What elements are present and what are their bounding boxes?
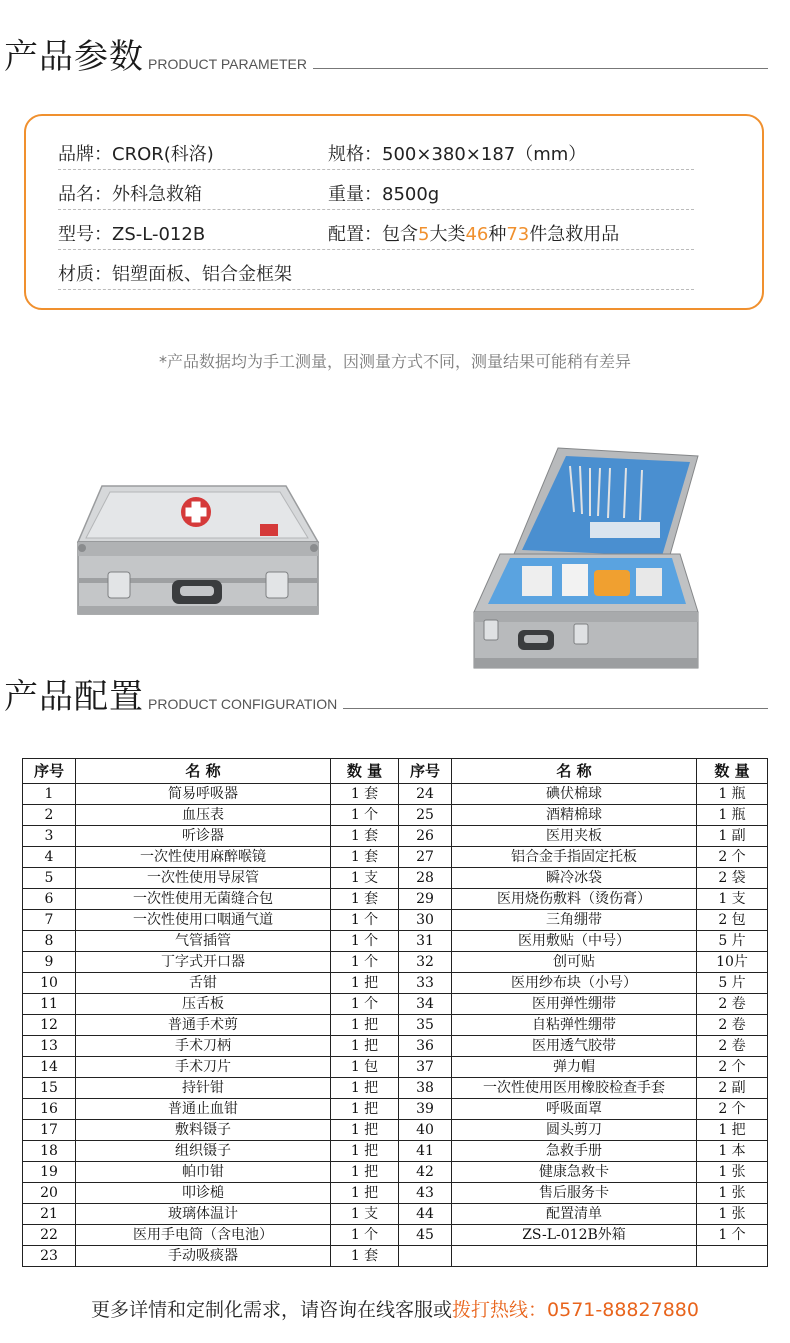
section-header-parameter [4, 37, 768, 77]
cell-name: 手术刀片 [76, 1057, 331, 1078]
cell-index: 16 [23, 1099, 76, 1120]
footer-text: 更多详情和定制化需求，请咨询在线客服或 [91, 1299, 453, 1321]
cell-quantity: 2 包 [697, 910, 768, 931]
cell-quantity: 1 把 [331, 1141, 399, 1162]
cell-name: 帕巾钳 [76, 1162, 331, 1183]
cell-quantity: 10片 [697, 952, 768, 973]
cell-index: 18 [23, 1141, 76, 1162]
cell-quantity: 1 把 [331, 1183, 399, 1204]
cell-index: 23 [23, 1246, 76, 1267]
cell-name: 持针钳 [76, 1078, 331, 1099]
cell-name: ZS-L-012B外箱 [452, 1225, 697, 1246]
cell-quantity: 1 把 [331, 1120, 399, 1141]
cell-index: 30 [399, 910, 452, 931]
cell-index: 9 [23, 952, 76, 973]
cell-name: 呼吸面罩 [452, 1099, 697, 1120]
cell-quantity: 1 把 [331, 1099, 399, 1120]
cell-quantity: 1 个 [331, 952, 399, 973]
cell-quantity: 1 张 [697, 1204, 768, 1225]
table-row [23, 1099, 768, 1120]
config-items-count: 73 [506, 224, 530, 245]
cell-index: 7 [23, 910, 76, 931]
configuration-table [22, 758, 768, 1267]
cell-name: 急救手册 [452, 1141, 697, 1162]
cell-index: 8 [23, 931, 76, 952]
header-quantity: 数 量 [331, 759, 399, 784]
cell-index: 39 [399, 1099, 452, 1120]
cell-index: 35 [399, 1015, 452, 1036]
cell-index: 25 [399, 805, 452, 826]
table-row [23, 1204, 768, 1225]
table-row [23, 784, 768, 805]
cell-index: 21 [23, 1204, 76, 1225]
cell-name: 舌钳 [76, 973, 331, 994]
cell-name: 组织镊子 [76, 1141, 331, 1162]
table-row [23, 1036, 768, 1057]
cell-quantity: 2 个 [697, 1057, 768, 1078]
cell-index: 3 [23, 826, 76, 847]
measurement-note: *产品数据均为手工测量，因测量方式不同，测量结果可能稍有差异 [158, 352, 631, 371]
cell-name: 三角绷带 [452, 910, 697, 931]
table-row [23, 1078, 768, 1099]
table-row [23, 931, 768, 952]
cell-quantity: 1 副 [697, 826, 768, 847]
contact-footer [0, 1295, 790, 1322]
cell-name: 叩诊槌 [76, 1183, 331, 1204]
cell-quantity: 5 片 [697, 973, 768, 994]
cell-name: 碘伏棉球 [452, 784, 697, 805]
section-header-configuration [4, 677, 768, 717]
cell-name: 普通止血钳 [76, 1099, 331, 1120]
cell-quantity: 1 套 [331, 889, 399, 910]
header-name: 名 称 [452, 759, 697, 784]
cell-quantity: 5 片 [697, 931, 768, 952]
cell-index: 29 [399, 889, 452, 910]
cell-quantity: 1 套 [331, 847, 399, 868]
table-row [23, 805, 768, 826]
cell-quantity: 1 个 [331, 910, 399, 931]
closed-case-image [72, 482, 327, 622]
cell-quantity: 2 卷 [697, 1015, 768, 1036]
cell-name: 医用弹性绷带 [452, 994, 697, 1015]
cell-name: 敷料镊子 [76, 1120, 331, 1141]
table-row [23, 889, 768, 910]
cell-quantity: 1 把 [331, 1036, 399, 1057]
cell-name: 自粘弹性绷带 [452, 1015, 697, 1036]
cell-quantity: 1 套 [331, 826, 399, 847]
table-row [23, 1162, 768, 1183]
cell-quantity: 1 瓶 [697, 784, 768, 805]
cell-index: 13 [23, 1036, 76, 1057]
cell-index: 10 [23, 973, 76, 994]
table-row [23, 910, 768, 931]
cell-index: 28 [399, 868, 452, 889]
cell-name: 气管插管 [76, 931, 331, 952]
cell-name: 弹力帽 [452, 1057, 697, 1078]
cell-name: 听诊器 [76, 826, 331, 847]
header-quantity: 数 量 [697, 759, 768, 784]
cell-index: 42 [399, 1162, 452, 1183]
cell-name: 一次性使用口咽通气道 [76, 910, 331, 931]
config-categories-label: 大类 [429, 224, 466, 245]
cell-index: 2 [23, 805, 76, 826]
cell-quantity: 1 张 [697, 1183, 768, 1204]
param-row-2 [58, 170, 694, 210]
cell-name: 一次性使用麻醉喉镜 [76, 847, 331, 868]
hotline-text: 拨打热线：0571-88827880 [452, 1299, 699, 1321]
cell-index: 31 [399, 931, 452, 952]
cell-quantity: 1 套 [331, 784, 399, 805]
cell-quantity: 2 袋 [697, 868, 768, 889]
cell-index: 45 [399, 1225, 452, 1246]
param-row-1 [58, 130, 694, 170]
cell-index: 15 [23, 1078, 76, 1099]
cell-index: 12 [23, 1015, 76, 1036]
cell-index: 11 [23, 994, 76, 1015]
cell-index: 27 [399, 847, 452, 868]
cell-index [399, 1246, 452, 1267]
cell-name: 圆头剪刀 [452, 1120, 697, 1141]
cell-index: 36 [399, 1036, 452, 1057]
cell-name: 简易呼吸器 [76, 784, 331, 805]
section-title-cn: 产品参数 [4, 37, 144, 77]
cell-name: 创可贴 [452, 952, 697, 973]
cell-name: 血压表 [76, 805, 331, 826]
config-kinds-count: 46 [465, 224, 489, 245]
cell-name: 玻璃体温计 [76, 1204, 331, 1225]
table-row [23, 952, 768, 973]
cell-quantity: 1 把 [697, 1120, 768, 1141]
cell-name: 一次性使用无菌缝合包 [76, 889, 331, 910]
cell-quantity: 1 个 [697, 1225, 768, 1246]
cell-name [452, 1246, 697, 1267]
cell-quantity: 1 把 [331, 973, 399, 994]
table-row [23, 826, 768, 847]
cell-index: 40 [399, 1120, 452, 1141]
cell-name: 健康急救卡 [452, 1162, 697, 1183]
cell-name: 一次性使用导尿管 [76, 868, 331, 889]
table-row [23, 847, 768, 868]
brand-text: 品牌：CROR(科洛) [58, 144, 214, 165]
section-title-cn: 产品配置 [4, 677, 144, 717]
material-text: 材质：铝塑面板、铝合金框架 [58, 264, 292, 285]
cell-quantity: 1 支 [331, 1204, 399, 1225]
cell-index: 24 [399, 784, 452, 805]
cell-name: 医用敷贴（中号） [452, 931, 697, 952]
cell-name: 瞬冷冰袋 [452, 868, 697, 889]
cell-index: 33 [399, 973, 452, 994]
cell-index: 17 [23, 1120, 76, 1141]
param-row-4 [58, 250, 694, 290]
cell-quantity: 2 副 [697, 1078, 768, 1099]
header-index: 序号 [23, 759, 76, 784]
table-row [23, 1183, 768, 1204]
cell-index: 32 [399, 952, 452, 973]
config-items-label: 件急救用品 [529, 224, 620, 245]
cell-index: 14 [23, 1057, 76, 1078]
cell-quantity: 1 支 [697, 889, 768, 910]
table-row [23, 868, 768, 889]
cell-name: 压舌板 [76, 994, 331, 1015]
table-row [23, 1057, 768, 1078]
table-body [23, 784, 768, 1267]
config-prefix: 配置：包含 [328, 224, 418, 245]
cell-quantity: 1 个 [331, 994, 399, 1015]
cell-name: 手动吸痰器 [76, 1246, 331, 1267]
cell-index: 38 [399, 1078, 452, 1099]
cell-index: 5 [23, 868, 76, 889]
cell-name: 丁字式开口器 [76, 952, 331, 973]
cell-name: 酒精棉球 [452, 805, 697, 826]
divider [313, 68, 768, 69]
cell-index: 44 [399, 1204, 452, 1225]
cell-name: 普通手术剪 [76, 1015, 331, 1036]
table-row [23, 1141, 768, 1162]
cell-quantity: 1 把 [331, 1015, 399, 1036]
cell-quantity: 1 瓶 [697, 805, 768, 826]
cell-name: 一次性使用医用橡胶检查手套 [452, 1078, 697, 1099]
header-index: 序号 [399, 759, 452, 784]
cell-quantity: 1 套 [331, 1246, 399, 1267]
table-header-row [23, 759, 768, 784]
cell-name: 医用手电筒（含电池） [76, 1225, 331, 1246]
table-row [23, 1015, 768, 1036]
cell-name: 医用夹板 [452, 826, 697, 847]
cell-quantity: 2 个 [697, 847, 768, 868]
cell-quantity [697, 1246, 768, 1267]
table-row [23, 1225, 768, 1246]
cell-quantity: 1 个 [331, 931, 399, 952]
cell-name: 医用纱布块（小号） [452, 973, 697, 994]
param-row-3 [58, 210, 694, 250]
config-kinds-label: 种 [488, 224, 507, 245]
cell-quantity: 1 个 [331, 1225, 399, 1246]
model-text: 型号：ZS-L-012B [58, 224, 206, 245]
table-row [23, 1246, 768, 1267]
section-title-en: PRODUCT CONFIGURATION [148, 696, 338, 712]
cell-quantity: 1 支 [331, 868, 399, 889]
table-row [23, 1120, 768, 1141]
weight-text: 重量：8500g [328, 184, 440, 205]
cell-index: 22 [23, 1225, 76, 1246]
cell-index: 20 [23, 1183, 76, 1204]
cell-index: 19 [23, 1162, 76, 1183]
cell-index: 37 [399, 1057, 452, 1078]
cell-name: 医用烧伤敷料（烫伤膏） [452, 889, 697, 910]
cell-quantity: 1 包 [331, 1057, 399, 1078]
cell-name: 手术刀柄 [76, 1036, 331, 1057]
cell-name: 铝合金手指固定托板 [452, 847, 697, 868]
open-case-image [470, 442, 700, 670]
config-categories-count: 5 [418, 224, 430, 245]
divider [343, 708, 768, 709]
cell-index: 1 [23, 784, 76, 805]
header-name: 名 称 [76, 759, 331, 784]
cell-quantity: 1 本 [697, 1141, 768, 1162]
config-text [328, 220, 619, 246]
cell-index: 34 [399, 994, 452, 1015]
cell-index: 41 [399, 1141, 452, 1162]
cell-name: 售后服务卡 [452, 1183, 697, 1204]
cell-quantity: 1 把 [331, 1162, 399, 1183]
cell-quantity: 1 个 [331, 805, 399, 826]
cell-quantity: 1 张 [697, 1162, 768, 1183]
section-title-en: PRODUCT PARAMETER [148, 56, 307, 72]
cell-name: 医用透气胶带 [452, 1036, 697, 1057]
product-name-text: 品名：外科急救箱 [58, 184, 202, 205]
cell-index: 26 [399, 826, 452, 847]
table-row [23, 994, 768, 1015]
cell-name: 配置清单 [452, 1204, 697, 1225]
spec-text: 规格：500×380×187（mm） [328, 144, 587, 165]
cell-quantity: 2 个 [697, 1099, 768, 1120]
cell-index: 4 [23, 847, 76, 868]
cell-index: 43 [399, 1183, 452, 1204]
cell-index: 6 [23, 889, 76, 910]
cell-quantity: 2 卷 [697, 994, 768, 1015]
cell-quantity: 1 把 [331, 1078, 399, 1099]
cell-quantity: 2 卷 [697, 1036, 768, 1057]
table-row [23, 973, 768, 994]
